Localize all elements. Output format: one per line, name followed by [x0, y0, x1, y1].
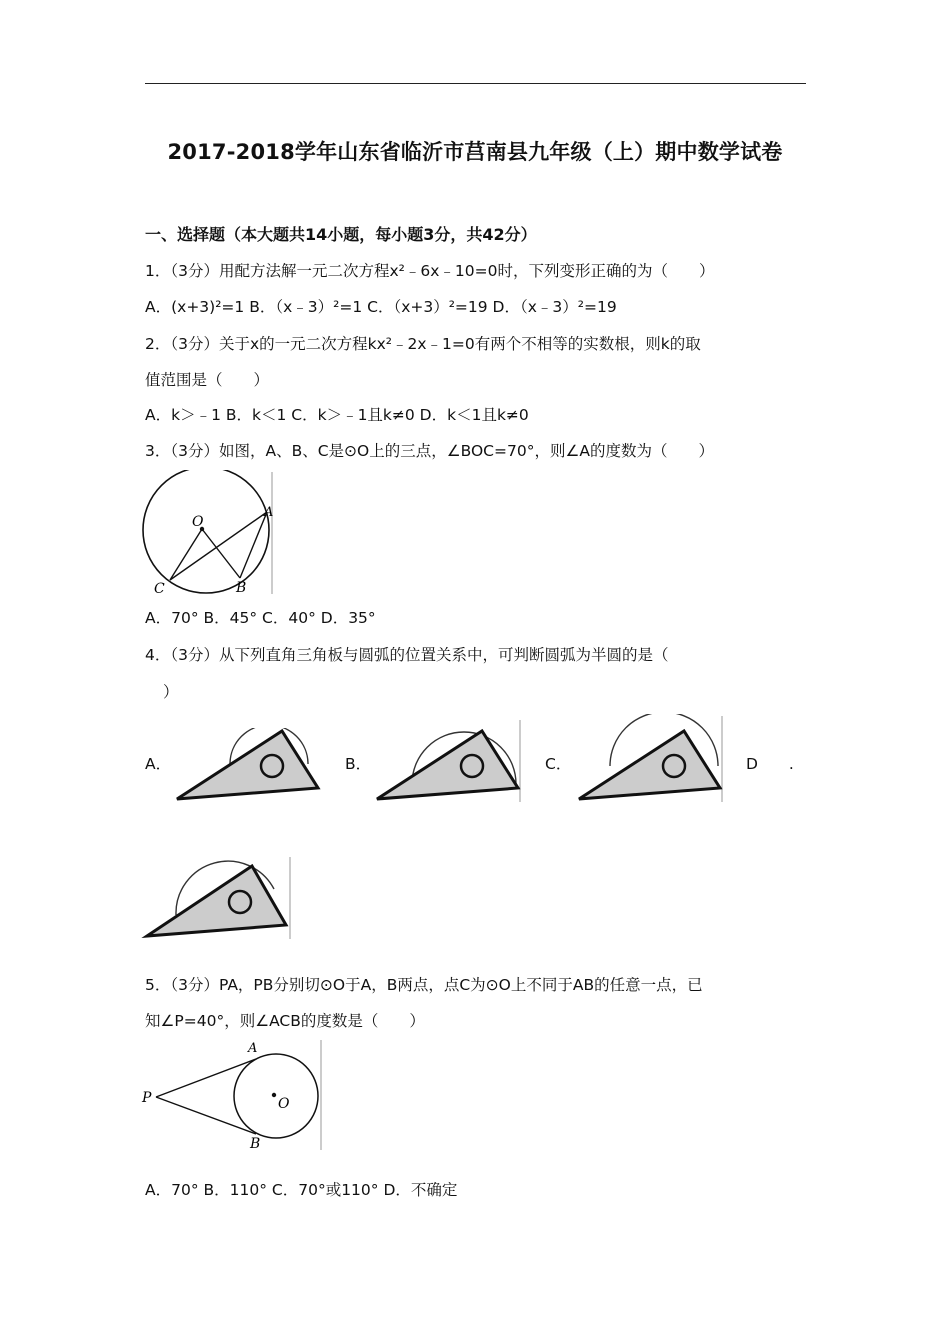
label-p: P: [142, 1090, 152, 1106]
label-b: B: [250, 1136, 261, 1152]
question-3-options: A．70° B．45° C．40° D．35°: [145, 609, 376, 627]
question-4-option-a-label: A．: [145, 755, 172, 773]
question-5-figure: [140, 1038, 325, 1152]
tangent-pb: [156, 1097, 256, 1134]
question-4-stem-line1: 4．（3分）从下列直角三角板与圆弧的位置关系中，可判断圆弧为半圆的是（: [145, 646, 669, 664]
question-5-stem-line2: 知∠P=40°，则∠ACB的度数是（ ）: [145, 1012, 425, 1030]
question-4-figure-b: [370, 718, 525, 804]
set-square: [377, 731, 518, 799]
question-2-stem-line1: 2．（3分）关于x的一元二次方程kx²﹣2x﹣1=0有两个不相等的实数根，则k的取: [145, 335, 701, 353]
question-2-options: A．k＞﹣1 B．k＜1 C．k＞﹣1且k≠0 D．k＜1且k≠0: [145, 406, 529, 424]
question-1-stem: 1．（3分）用配方法解一元二次方程x²﹣6x﹣10=0时，下列变形正确的为（ ）: [145, 262, 715, 280]
page-title: 2017-2018学年山东省临沂市莒南县九年级（上）期中数学试卷: [167, 140, 783, 164]
label-c: C: [154, 581, 165, 596]
label-a: A: [248, 1041, 258, 1056]
question-5-stem-line1: 5．（3分）PA，PB分别切⊙O于A，B两点，点C为⊙O上不同于AB的任意一点，已: [145, 976, 703, 994]
header-rule: [145, 83, 806, 84]
label-a: A: [264, 505, 274, 520]
section-heading: 一、选择题（本大题共14小题，每小题3分，共42分）: [145, 225, 537, 244]
question-4-option-b-label: B．: [345, 755, 372, 773]
circle-o: [234, 1054, 318, 1138]
center-point: [272, 1093, 276, 1097]
question-2-stem-line2: 值范围是（ ）: [145, 371, 270, 389]
question-4-figure-d: [140, 855, 295, 941]
circle-o: [143, 470, 269, 593]
question-4-figure-a: [170, 728, 330, 804]
question-5-options: A．70° B．110° C．70°或110° D．不确定: [145, 1181, 458, 1199]
segment-oc: [170, 529, 202, 580]
question-4-stem-line2: ）: [163, 683, 179, 701]
set-square: [579, 731, 720, 799]
label-o: O: [278, 1096, 290, 1112]
question-4-figure-c: [572, 714, 727, 804]
label-b: B: [236, 580, 247, 596]
tangent-pa: [156, 1059, 256, 1097]
question-4-option-c-label: C．: [545, 755, 572, 773]
question-3-figure: [140, 470, 280, 596]
question-3-stem: 3．（3分）如图，A、B、C是⊙O上的三点，∠BOC=70°，则∠A的度数为（ ）: [145, 442, 714, 460]
set-square: [177, 731, 318, 799]
question-4-option-d-label: D .: [746, 755, 794, 773]
label-o: O: [192, 514, 204, 530]
question-1-options: A．(x+3)²=1 B．（x﹣3）²=1 C．（x+3）²=19 D．（x﹣3）²=19: [145, 298, 617, 316]
